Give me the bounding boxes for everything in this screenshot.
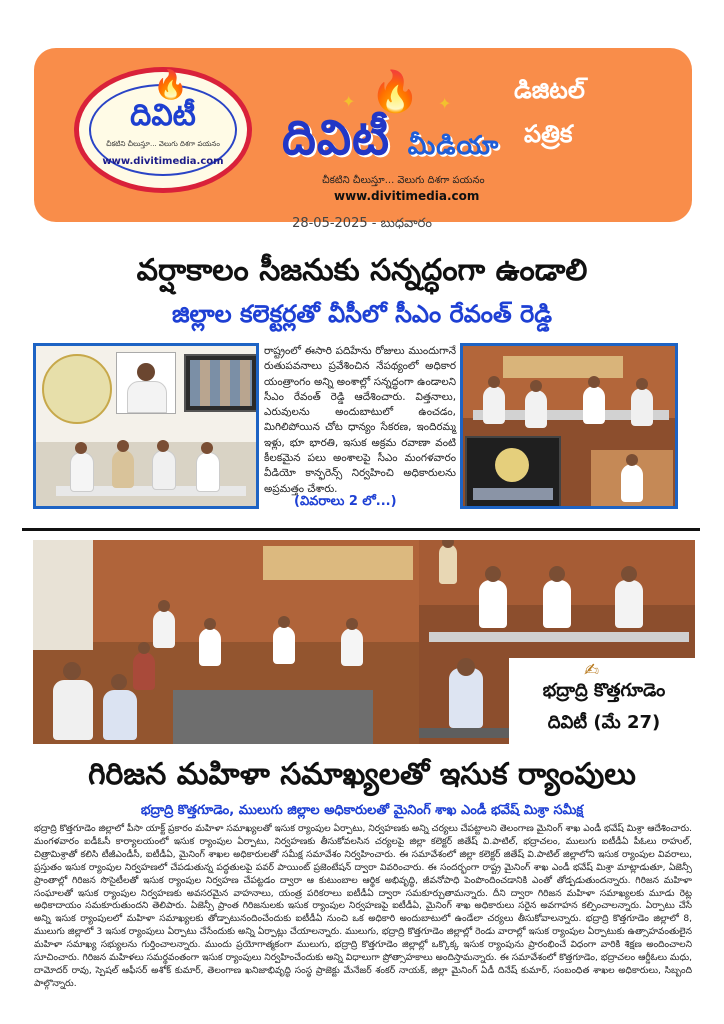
vc-screen-left [465, 436, 561, 509]
story1-headline: వర్షాకాలం సీజనుకు సన్నద్ధంగా ఉండాలి [136, 253, 588, 288]
story1-photo-right [460, 343, 678, 509]
story2-photo-side-lower [419, 658, 509, 744]
vc-screen [184, 354, 258, 412]
badge-tagline: చీకటిని చీలుస్తూ... వెలుగు దిశగా పయనం [106, 140, 220, 148]
logo-main-text: దివిటీ [282, 110, 391, 166]
story2-body: భద్రాద్రి కొత్తగూడెం జిల్లాలో పీసా యాక్ట్ ప్రకారం మహిళా సమాఖ్యలతో ఇసుక ర్యాంపుల ఏర్పాటు, నిర్వహణకు అన్ని చర్యలు చేపట్టాలని తెలంగాణ మైనింగ్ శాఖ ఎండీ భవేష్ మిశ్రా ఆదేశించారు. మంగళవారం ఐడీఓసీ కార్యాలయంలో ఇసుక ర్యాంపుల ఏర్పాటు, నిర్వహణకు తీసుకోవలసిన చర్యలపై జిల్లా కలెక్టర్ జితేష్ వి.పాటిల్, భద్రాచలం, ములుగు ఐటీడీఏ పీఓలు రాహుల్, చిత్రామిశ్రాతో కలిసి టీజీఎండీసీ, ఐటీడీఏ, మైనింగ్ శాఖల అధికారులతో సమీక్ష సమావేశం నిర్వహించారు. ఈ సమావేశంలో జిల్లా కలెక్టర్ జితేష్ వి.పాటిల్ జిల్లాలోని ఇసుక ర్యాంపుల వివరాలు, ప్రస్తుతం ఇసుక ర్యాంపుల నిర్వహణలో చేపడుతున్న పద్ధతులపై పవర్ పాయింట్ ప్రజెంటేషన్ ద్వారా వివరించారు. ఈ సందర్భంగా రాష్ట్ర మైనింగ్ శాఖ ఎండీ భవేష్ మిశ్రా మాట్లాడుతూ, ఏజెన్సీ ప్రాంతాల్లో గిరిజన సొసైటీలతో ఇసుక ర్యాంపుల నిర్వహణ చేపట్టడం ద్వారా ఆ కుటుంబాల ఆర్థిక అభివృద్ధి, జీవనోపాధి పెంపొందించడానికి ఎంతో తోడ్పడుతుందన్నారు. గిరిజన మహిళా సంఘాలతో ఇసుక ర్యాంపుల నిర్వహణకు అవసరమైన వాహనాలు, యంత్ర పరికరాలు ఐటీడీఏ ద్వారా సమకూర్చుతామన్నారు. దీని ద్వారా గిరిజన మహిళా సమాఖ్యలకు మూడు రెట్ల అధికాదాయం సమకూరుతుందని తెలిపారు. ఏజెన్సీ ప్రాంత గిరిజనులకు ఇసుక ర్యాంపుల నిర్వహణపై ఐటీడీఏ, మైనింగ్ శాఖ అధికారులు సరైన అవగాహన కల్పించాలన్నారు. ఏర్పాటు చేసే అన్ని ఇసుక ర్యాంపులలో మహిళా సమాఖ్యలకు తోడ్పాటునందించేందుకు ఐటీడీఏ నుంచి ఒక అధికారి అందుబాటులో ఉండేలా చర్యలు తీసుకోవాలన్నారు. భద్రాద్రి కొత్తగూడెం జిల్లాలో 8, ములుగు జిల్లాలో 3 ఇసుక ర్యాంపులు ఏర్పాటు చేసేందుకు అన్ని ఏర్పాట్లు చేయాలన్నారు. ములుగు, భద్రాద్రి కొత్తగూడెం జిల్లాల్లో రెండు వారాల్లో ఇసుక ర్యాంపుల ఏర్పాటుకు ఉత్సాహవంతులైన మహిళా సమాఖ్య సభ్యులను గుర్తించాలన్నారు. ముందు ప్రయోగాత్మకంగా ములుగు, భద్రాద్రి కొత్తగూడెం జిల్లాల్లో ఒక్కొక్క ఇసుక ర్యాంపును ప్రారంభించే విధంగా వారికి శిక్షణ అందించాలని సూచించారు. గిరిజన మహిళలు సమర్థవంతంగా ఇసుక ర్యాంపులు నిర్వహించేందుకు అన్ని విధాలుగా ప్రోత్సాహకాలు అందిస్తామన్నారు. ఈ సమావేశంలో కొత్తగూడెం, భద్రాచలం ఆర్డీఓలు మధు, దామోదర్ రావు, స్పెషల్ ఆఫీసర్ అశోక్ కుమార్, తెలంగాణ ఖనిజాభివృద్ధి సంస్థ ప్రాజెక్టు మేనేజర్ శంకర్ నాయక్, జిల్లా మైనింగ్ ఏడీ దినేష్ కుమార్, సంబంధిత శాఖల అధికారులు, సిబ్బంది పాల్గొన్నారు. [34, 824, 692, 989]
logo-url: www.divitimedia.com [334, 189, 480, 203]
dateline-box [512, 658, 696, 744]
issue-date: 28-05-2025 - బుధవారం [292, 216, 432, 231]
sparkle-icon: ✦ [438, 94, 452, 113]
badge-logo-text: దివిటీ [130, 98, 196, 133]
section-divider [22, 528, 700, 531]
dateline-source: దివిటీ (మే 27) [547, 712, 661, 733]
dateline-location: భద్రాద్రి కొత్తగూడెం [542, 680, 666, 701]
badge-logo [74, 67, 252, 193]
meeting-table [173, 690, 373, 744]
story2-headline: గిరిజన మహిళా సమాఖ్యలతో ఇసుక ర్యాంపులు [88, 757, 636, 792]
torch-flame-icon: 🔥 [370, 69, 420, 115]
meeting-inset [591, 450, 673, 506]
continued-link[interactable]: (వివరాలు 2 లో...) [294, 494, 397, 509]
badge-url: www.divitimedia.com [102, 156, 224, 167]
story2-photo-main [33, 540, 419, 744]
paper-label: పత్రిక [524, 120, 573, 148]
logo-tagline: చీకటిని చీలుస్తూ... వెలుగు దిశగా పయనం [322, 175, 485, 186]
government-emblem [42, 354, 112, 424]
window-blind [33, 540, 93, 650]
cm-portrait [116, 352, 176, 414]
story2-subheadline: భద్రాద్రి కొత్తగూడెం, ములుగు జిల్లాల అధికారులతో మైనింగ్ శాఖ ఎండీ భవేష్ మిశ్రా సమీక్ష [140, 803, 584, 818]
sparkle-icon: ✦ [342, 92, 356, 111]
story1-body: రాష్ట్రంలో ఈసారి పదిహేను రోజులు ముందుగానే రుతుపవనాలు ప్రవేశించిన నేపథ్యంలో అధికార యంత్రాంగం అన్ని అంశాల్లో సన్నద్ధంగా ఉండాలని సీఎం రేవంత్ రెడ్డి ఆదేశించారు. విత్తనాలు, ఎరువులను అందుబాటులో ఉంచడం, మిగిలిపోయిన చోట ధాన్యం సేకరణ, ఇందిరమ్మ ఇళ్లు, భూ భారతి, ఇసుక అక్రమ రవాణా వంటి కీలకమైన పలు అంశాలపై సీఎం మంగళవారం వీడియో కాన్ఫరెన్స్ నిర్వహించి అధికారులను అప్రమత్తం చేశారు. [264, 345, 456, 495]
story1-photo-left [33, 343, 259, 509]
masthead [34, 48, 692, 222]
digital-label: డిజిటల్ [514, 76, 585, 104]
flame-icon: 🔥 [153, 68, 188, 101]
district-signboard [263, 546, 413, 580]
main-logo [282, 110, 499, 178]
pen-icon: ✍ [584, 660, 600, 681]
story1-subheadline: జిల్లాల కలెక్టర్లతో వీసీలో సీఎం రేవంత్ రెడ్డి [171, 300, 552, 328]
logo-sub-text: మీడియా [407, 131, 500, 161]
story2-photo-side [419, 540, 695, 658]
district-signboard [503, 356, 623, 378]
